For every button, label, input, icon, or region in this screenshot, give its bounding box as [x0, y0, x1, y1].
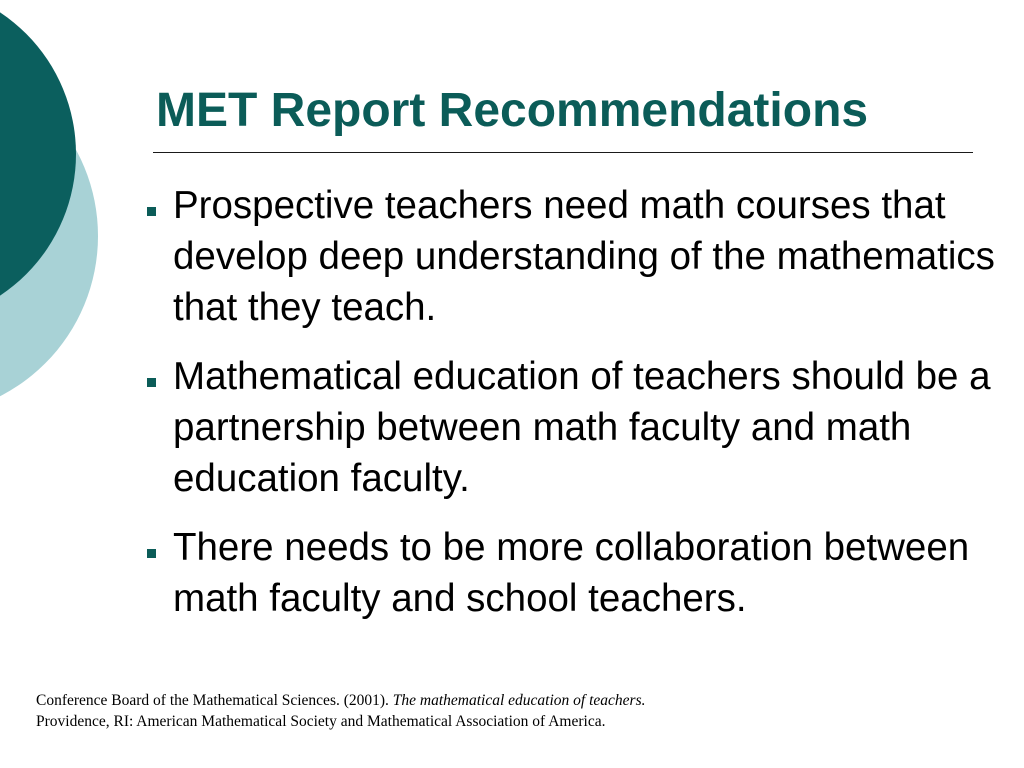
bullet-text: Prospective teachers need math courses that develop deep understanding of the mathematics that they teach.: [173, 184, 995, 329]
bullet-item: [147, 522, 1007, 624]
square-bullet-icon: [147, 549, 156, 558]
citation-book-title: The mathematical education of teachers.: [392, 692, 646, 709]
square-bullet-icon: [147, 378, 156, 387]
bullet-list: [147, 180, 1007, 642]
slide-title: MET Report Recommendations: [156, 84, 869, 137]
citation: [36, 690, 645, 732]
bullet-item: [147, 351, 1007, 504]
citation-line2: Providence, RI: American Mathematical Society and Mathematical Association of America.: [36, 713, 606, 730]
bullet-text: There needs to be more collaboration between math faculty and school teachers.: [173, 526, 970, 620]
square-bullet-icon: [147, 207, 156, 216]
citation-line1-prefix: Conference Board of the Mathematical Sciences. (2001).: [36, 692, 393, 709]
bullet-text: Mathematical education of teachers should be a partnership between math faculty and math education faculty.: [173, 355, 991, 500]
bullet-item: [147, 180, 1007, 333]
title-divider: [153, 152, 973, 153]
